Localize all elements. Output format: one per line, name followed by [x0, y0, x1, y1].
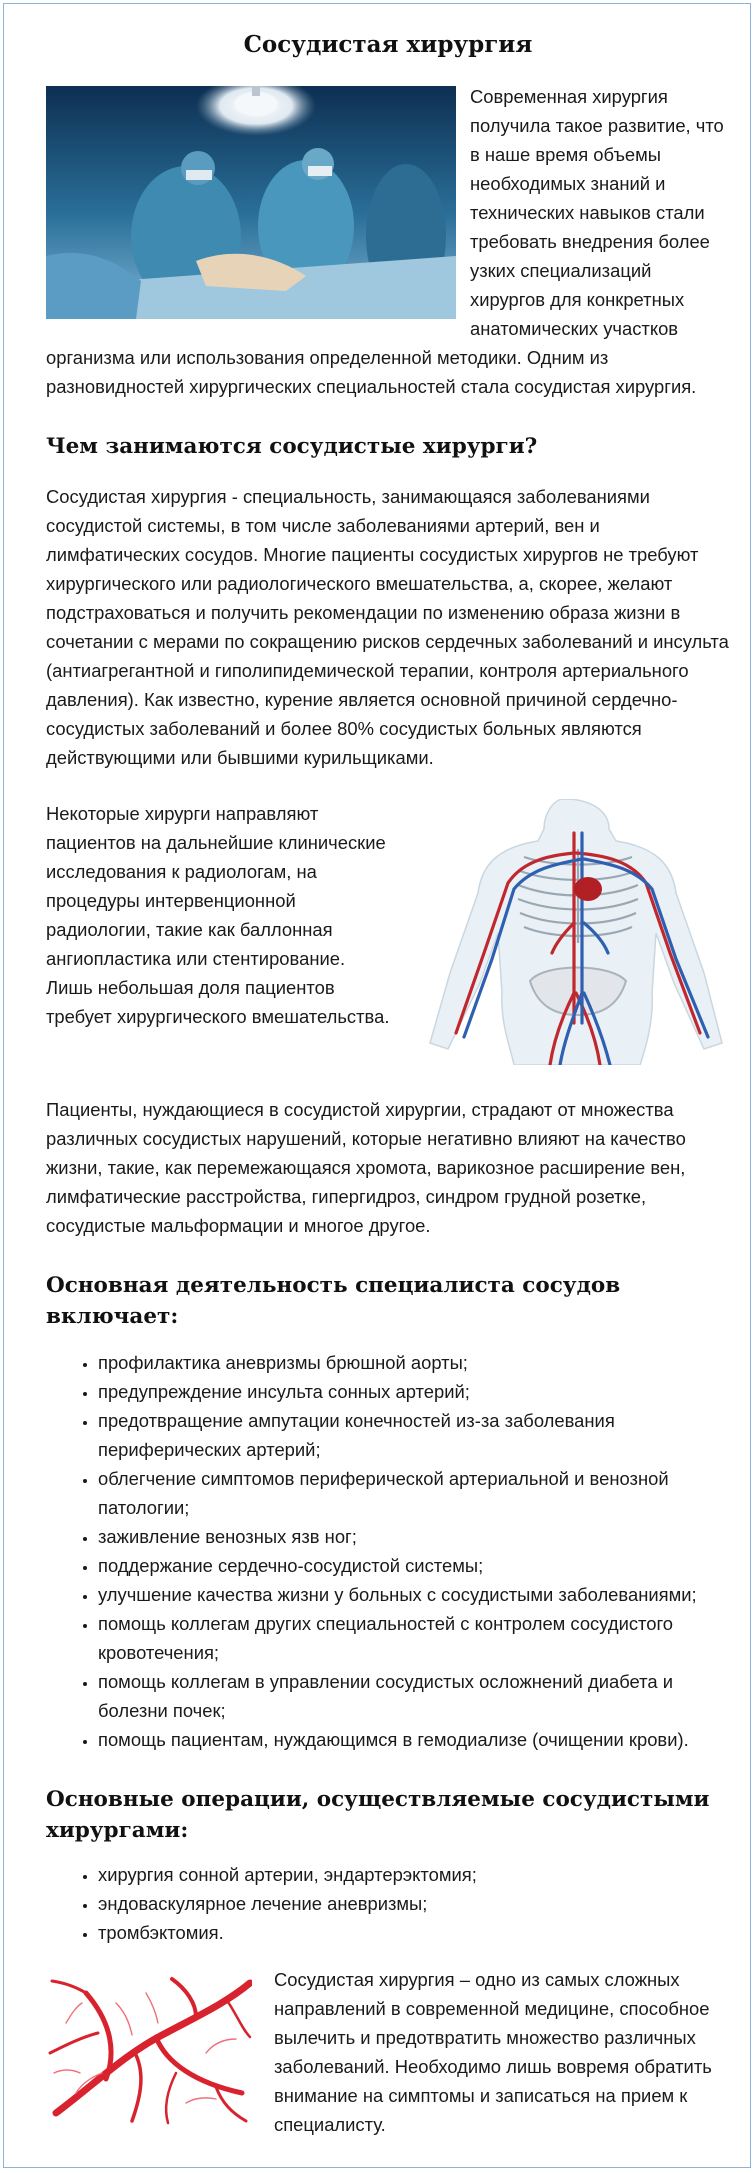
vascular-anatomy-image [404, 799, 730, 1065]
list-item: • поддержание сердечно-сосудистой системы; [98, 1551, 730, 1580]
list-item: • помощь коллегам в управлении сосудистых осложнений диабета и болезни почек; [98, 1667, 730, 1725]
intro-paragraph: Современная хирургия получила такое развитие, что в наше время объемы необходимых знаний и технических навыков стали требовать внедрения более узких специализаций хирургов для конкретных анатомических участков организма или использования определенной методики. Одним из разновидностей хирургических специальностей стала сосудистая хирургия. [46, 86, 724, 397]
activities-list [46, 1348, 730, 1754]
closing-paragraph: Сосудистая хирургия – одно из самых сложных направлений в современной медицине, способное вылечить и предотвратить множество различных заболеваний. Необходимо лишь вовремя обратить внимание на симптомы и записаться на прием к специалисту. [274, 1969, 712, 2135]
list-item: • улучшение качества жизни у больных с сосудистыми заболеваниями; [98, 1580, 730, 1609]
list-item: • эндоваскулярное лечение аневризмы; [98, 1889, 730, 1918]
list-item: • заживление венозных язв ног; [98, 1522, 730, 1551]
list-item: • помощь пациентам, нуждающимся в гемодиализе (очищении крови). [98, 1725, 730, 1754]
article [46, 30, 730, 2139]
list-item: • предупреждение инсульта сонных артерий; [98, 1377, 730, 1406]
list-item: • предотвращение ампутации конечностей из-за заболевания периферических артерий; [98, 1406, 730, 1464]
section-heading-what-surgeons-do: Чем занимаются сосудистые хирурги? [46, 434, 538, 459]
list-item: • помощь коллегам других специальностей с контролем сосудистого кровотечения; [98, 1609, 730, 1667]
section-heading-main-operations: Основные операции, осуществляемые сосудистыми хирургами: [46, 1787, 710, 1843]
section1-paragraph2: Некоторые хирурги направляют пациентов на дальнейшие клинические исследования к радиологам, на процедуры интервенционной радиологии, такие как баллонная ангиопластика или стентирование. Лишь небольшая доля пациентов требует хирургического вмешательства. [46, 803, 390, 1027]
section1-paragraph1: Сосудистая хирургия - специальность, занимающаяся заболеваниями сосудистой системы, в том числе заболеваниями артерий, вен и лимфатических сосудов. Многие пациенты сосудистых хирургов не требуют хирургического или радиологического вмешательства, а, скорее, желают подстраховаться и получить рекомендации по изменению образа жизни в сочетании с мерами по сокращению рисков сердечных заболеваний и инсульта (антиагрегантной и гиполипидемической терапии, контроля артериального давления). Как известно, курение является основной причиной сердечно-сосудистых заболеваний и более 80% сосудистых больных являются действующими или бывшими курильщиками. [46, 486, 729, 768]
surgery-photo [46, 86, 456, 319]
list-item: • хирургия сонной артерии, эндартерэктомия; [98, 1860, 730, 1889]
list-item: • облегчение симптомов периферической артериальной и венозной патологии; [98, 1464, 730, 1522]
page-title: Сосудистая хирургия [243, 31, 533, 58]
operations-list [46, 1860, 730, 1947]
list-item: • профилактика аневризмы брюшной аорты; [98, 1348, 730, 1377]
section1-paragraph3: Пациенты, нуждающиеся в сосудистой хирургии, страдают от множества различных сосудистых нарушений, которые негативно влияют на качество жизни, такие, как перемежающаяся хромота, варикозное расширение вен, лимфатические расстройства, гипергидроз, синдром грудной розетке, сосудистые мальформации и многое другое. [46, 1099, 686, 1236]
list-item: • тромбэктомия. [98, 1918, 730, 1947]
section-heading-main-activities: Основная деятельность специалиста сосудов включает: [46, 1273, 621, 1329]
blood-vessels-image [46, 1973, 252, 2125]
